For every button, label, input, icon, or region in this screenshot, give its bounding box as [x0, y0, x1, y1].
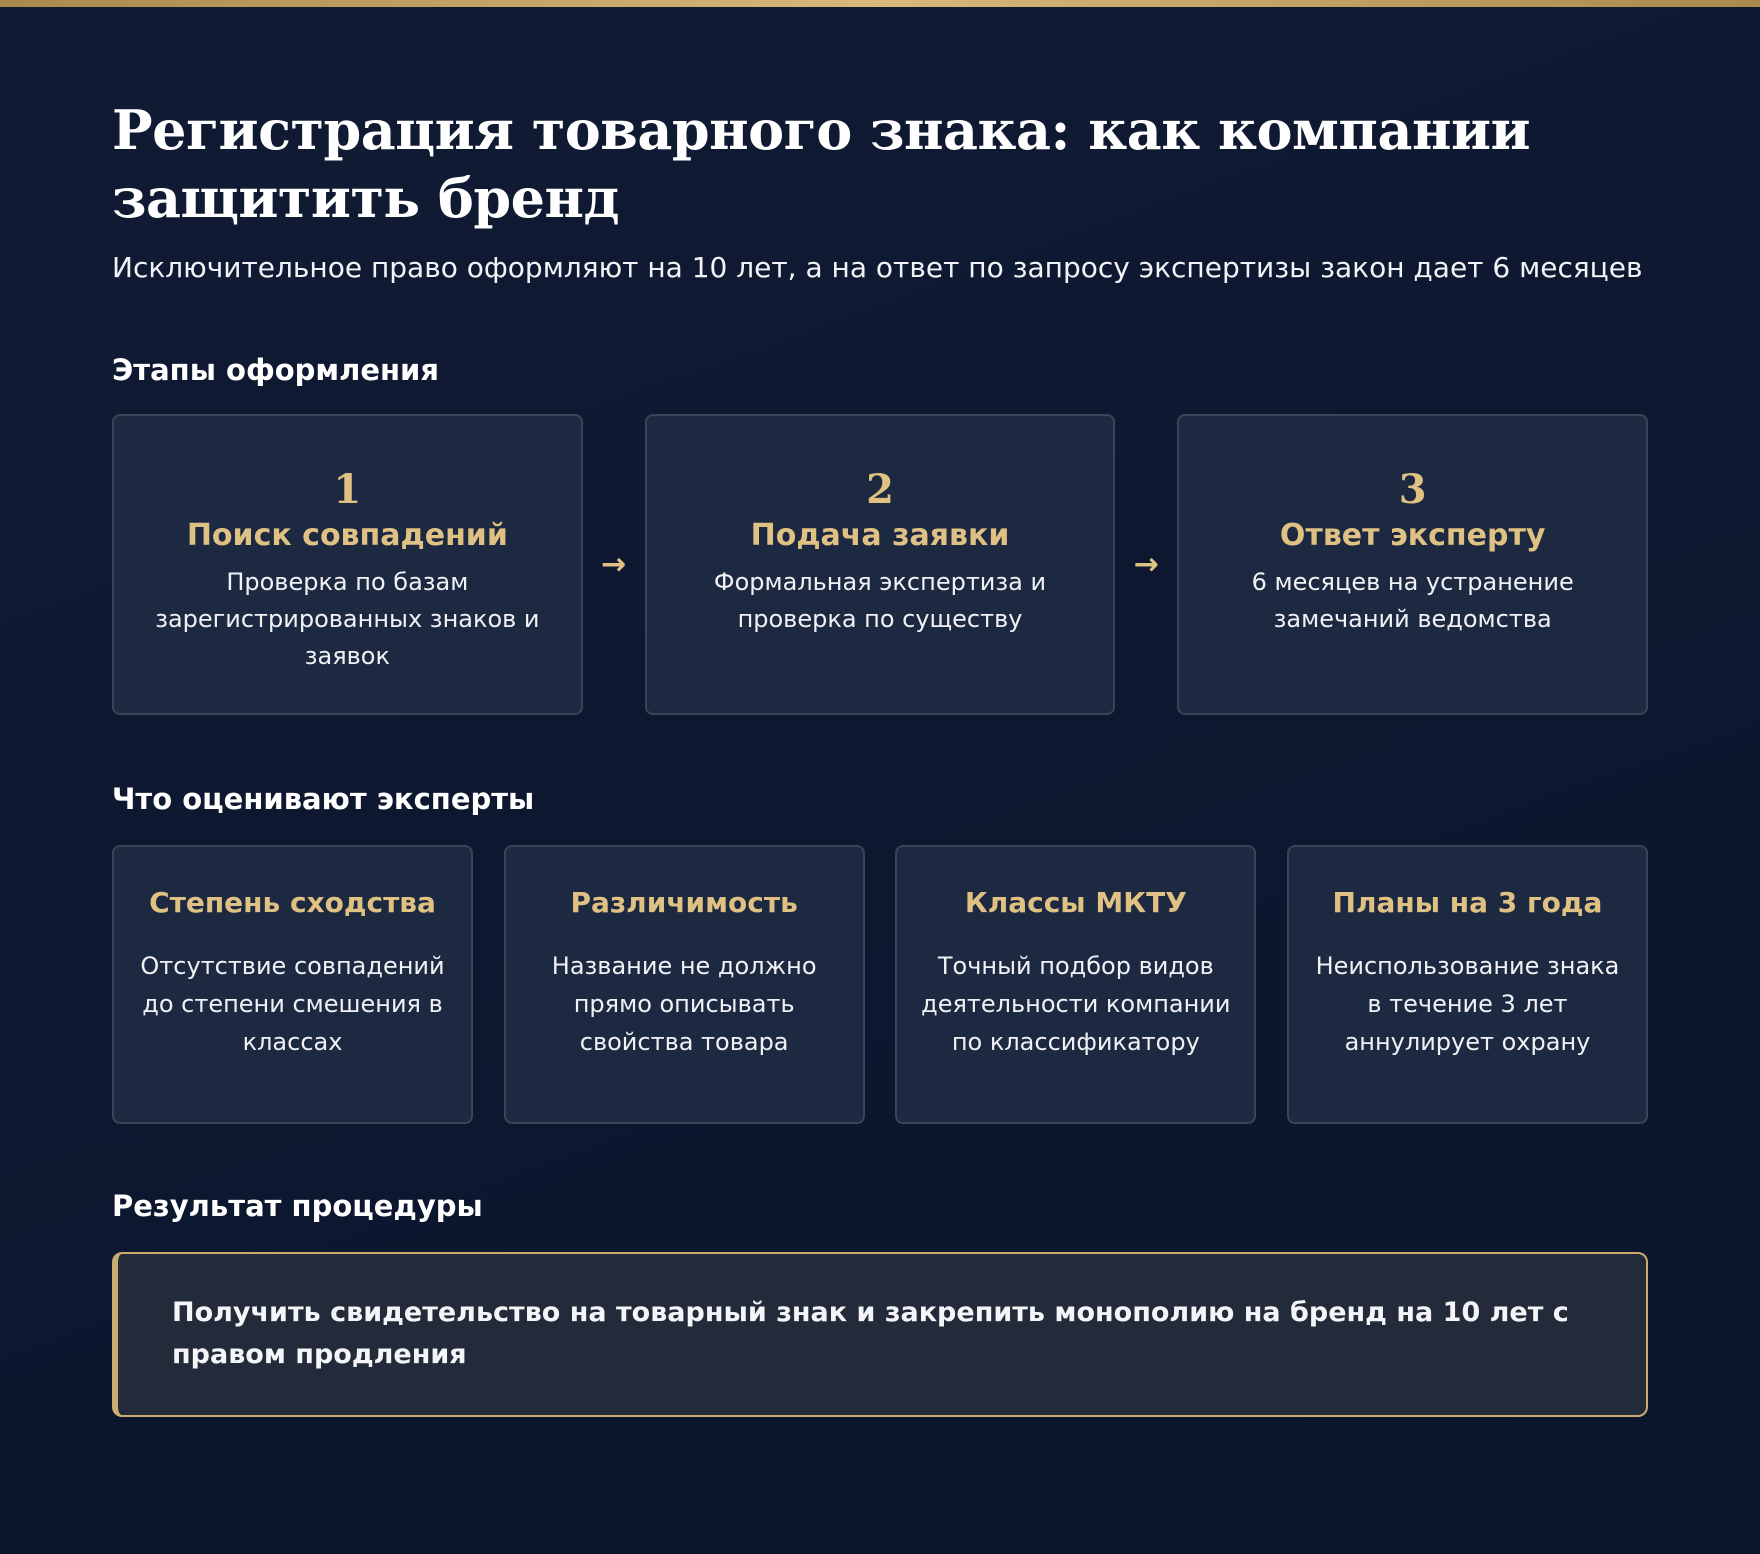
steps-section-title: Этапы оформления — [112, 353, 439, 387]
step-title: Подача заявки — [750, 518, 1010, 553]
step-number: 2 — [866, 466, 894, 513]
criterion-description: Отсутствие совпадений до степени смешения в классах — [140, 951, 445, 1056]
page-subtitle: Исключительное право оформляют на 10 лет, а на ответ по запросу экспертизы закон дает 6 месяцев — [112, 251, 1643, 284]
step-number: 3 — [1398, 466, 1427, 513]
step-description: 6 месяцев на устранение замечаний ведомства — [1251, 568, 1574, 633]
step-description: Проверка по базам зарегистрированных знаков и заявок — [155, 568, 540, 670]
arrow-right-icon: → — [1133, 547, 1159, 582]
step-card-1 — [112, 414, 583, 715]
page-title: Регистрация товарного знака: как компании защитить бренд — [112, 98, 1531, 230]
criteria-row — [112, 845, 1648, 1124]
step-number: 1 — [333, 466, 362, 513]
step-card-3 — [1177, 414, 1648, 715]
criterion-description: Точный подбор видов деятельности компании по классификатору — [921, 951, 1231, 1056]
criterion-title: Степень сходства — [149, 886, 436, 919]
steps-row — [112, 414, 1648, 715]
criterion-card-three-year-plans — [1287, 845, 1648, 1124]
criterion-title: Различимость — [570, 886, 798, 919]
step-title: Ответ эксперту — [1279, 518, 1546, 553]
criterion-description: Название не должно прямо описывать свойства товара — [551, 951, 817, 1056]
criterion-card-similarity — [112, 845, 473, 1124]
result-section-title: Результат процедуры — [112, 1189, 483, 1223]
experts-section-title: Что оценивают эксперты — [112, 782, 535, 816]
top-accent-bar — [0, 0, 1760, 7]
step-title: Поиск совпадений — [186, 518, 508, 553]
criterion-title: Планы на 3 года — [1332, 886, 1603, 919]
result-callout — [112, 1252, 1648, 1417]
criterion-title: Классы МКТУ — [964, 886, 1187, 919]
criterion-card-distinctiveness — [504, 845, 865, 1124]
criterion-description: Неиспользование знака в течение 3 лет аннулирует охрану — [1315, 951, 1620, 1056]
criterion-card-mktu-classes — [895, 845, 1256, 1124]
arrow-right-icon: → — [601, 547, 627, 582]
step-card-2 — [645, 414, 1116, 715]
result-text: Получить свидетельство на товарный знак и закрепить монополию на бренд на 10 лет с правом продления — [172, 1297, 1569, 1370]
page-content — [112, 96, 1648, 1417]
step-description: Формальная экспертиза и проверка по существу — [713, 568, 1047, 633]
